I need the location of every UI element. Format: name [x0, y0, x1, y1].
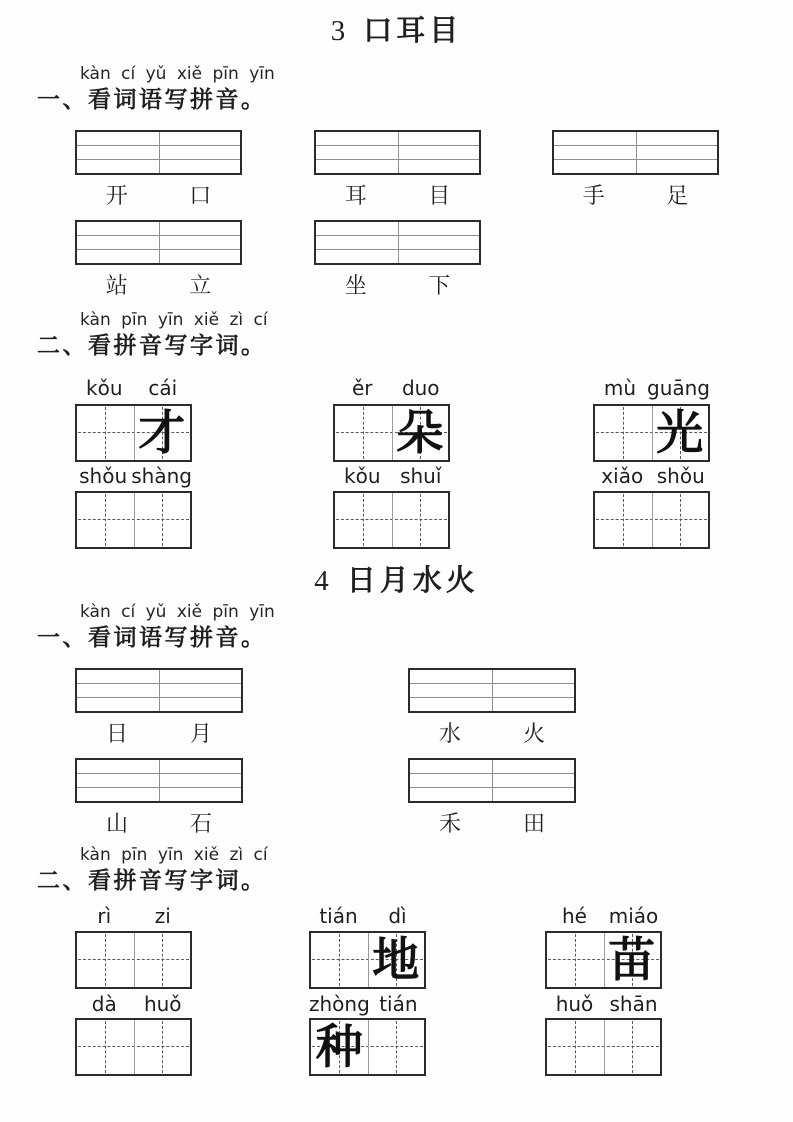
pinyin-label — [75, 993, 192, 1016]
pinyin-writing-box[interactable] — [75, 758, 243, 803]
word-char: 立 — [189, 273, 212, 298]
answer-character: 朵 — [396, 405, 444, 461]
dashed-guide-line — [105, 407, 106, 459]
word-char: 口 — [189, 183, 212, 208]
dashed-guide-line — [105, 1021, 106, 1073]
pinyin-writing-box[interactable] — [314, 130, 481, 175]
dashed-guide-line — [105, 494, 106, 546]
answer-character: 地 — [372, 932, 420, 988]
pinyin-syllable: tián — [319, 904, 358, 928]
character-grid[interactable] — [545, 1018, 662, 1076]
word-char: 耳 — [344, 183, 367, 208]
pinyin-syllable: dà — [91, 992, 117, 1016]
word-char: 山 — [105, 811, 128, 836]
character-grid[interactable] — [75, 931, 192, 989]
pinyin-syllable: ěr — [351, 376, 373, 400]
pinyin-syllable: rì — [97, 904, 112, 928]
word-char: 火 — [522, 721, 545, 746]
dashed-guide-line — [575, 934, 576, 986]
word-char: 田 — [522, 811, 545, 836]
pinyin-syllable: zhòng — [309, 992, 370, 1016]
dashed-guide-line — [623, 407, 624, 459]
grid-line — [159, 132, 160, 173]
character-grid[interactable] — [75, 491, 192, 549]
pinyin-writing-box[interactable] — [408, 758, 576, 803]
pinyin-syllable: kǒu — [344, 464, 381, 488]
lesson-title-text: 口耳目 — [363, 15, 463, 47]
section-heading: 一、看词语写拼音。 — [37, 86, 267, 112]
word-char: 手 — [582, 183, 605, 208]
word-label — [75, 721, 243, 747]
dashed-guide-line — [632, 1021, 633, 1073]
dashed-guide-line — [420, 494, 421, 546]
word-char: 禾 — [438, 811, 461, 836]
grid-line — [159, 760, 160, 801]
answer-character: 光 — [656, 405, 704, 461]
pinyin-label — [545, 905, 663, 928]
pinyin-syllable: xiǎo — [601, 464, 644, 488]
grid-line — [636, 132, 637, 173]
pinyin-syllable: huǒ — [143, 992, 182, 1016]
pinyin-hint: kàn pīn yīn xiě zì cí — [80, 845, 268, 865]
word-label — [408, 721, 576, 747]
pinyin-syllable: tián — [379, 992, 418, 1016]
pinyin-syllable: shǒu — [79, 464, 128, 488]
pinyin-label — [309, 993, 427, 1016]
word-char: 足 — [666, 183, 689, 208]
dashed-guide-line — [162, 934, 163, 986]
pinyin-syllable: cái — [148, 376, 178, 400]
dashed-guide-line — [623, 494, 624, 546]
grid-line — [398, 222, 399, 263]
pinyin-syllable: shuǐ — [400, 464, 442, 488]
grid-line — [159, 670, 160, 711]
character-grid[interactable] — [545, 931, 662, 989]
pinyin-writing-box[interactable] — [552, 130, 719, 175]
section-heading: 二、看拼音写字词。 — [37, 867, 267, 893]
pinyin-syllable: shàng — [131, 464, 192, 488]
character-grid[interactable] — [75, 1018, 192, 1076]
dashed-guide-line — [363, 494, 364, 546]
grid-line — [492, 760, 493, 801]
pinyin-hint: kàn cí yǔ xiě pīn yīn — [80, 64, 275, 84]
word-char: 水 — [438, 721, 461, 746]
dashed-guide-line — [105, 934, 106, 986]
word-char: 日 — [105, 721, 128, 746]
dashed-guide-line — [680, 494, 681, 546]
word-char: 坐 — [344, 273, 367, 298]
section-heading: 二、看拼音写字词。 — [37, 332, 267, 358]
dashed-guide-line — [396, 1021, 397, 1073]
pinyin-syllable: shān — [609, 992, 658, 1016]
grid-line — [159, 222, 160, 263]
word-char: 下 — [428, 273, 451, 298]
pinyin-syllable: mù — [603, 376, 637, 400]
pinyin-label — [75, 377, 192, 400]
pinyin-writing-box[interactable] — [314, 220, 481, 265]
character-grid[interactable] — [333, 491, 450, 549]
pinyin-hint: kàn pīn yīn xiě zì cí — [80, 310, 268, 330]
pinyin-writing-box[interactable] — [75, 668, 243, 713]
character-grid[interactable] — [75, 404, 192, 462]
character-grid[interactable] — [593, 491, 710, 549]
character-grid[interactable] — [309, 1018, 426, 1076]
pinyin-label — [593, 377, 710, 400]
pinyin-writing-box[interactable] — [75, 130, 242, 175]
pinyin-hint: kàn cí yǔ xiě pīn yīn — [80, 602, 275, 622]
pinyin-label — [545, 993, 663, 1016]
pinyin-label — [75, 905, 192, 928]
word-label — [314, 183, 481, 209]
word-char: 站 — [105, 273, 128, 298]
character-grid[interactable] — [309, 931, 426, 989]
lesson-number: 3 — [330, 15, 346, 47]
word-label — [314, 273, 481, 299]
word-char: 月 — [189, 721, 212, 746]
pinyin-label — [333, 465, 450, 488]
word-label — [75, 183, 242, 209]
character-grid[interactable] — [333, 404, 450, 462]
dashed-guide-line — [162, 494, 163, 546]
word-label — [75, 273, 242, 299]
pinyin-syllable: hé — [562, 904, 587, 928]
lesson-title-text: 日月水火 — [346, 565, 479, 597]
pinyin-label — [309, 905, 427, 928]
word-char: 石 — [189, 811, 212, 836]
pinyin-label — [333, 377, 450, 400]
word-char: 目 — [428, 183, 451, 208]
pinyin-syllable: shǒu — [656, 464, 705, 488]
pinyin-syllable: guāng — [647, 376, 710, 400]
dashed-guide-line — [575, 1021, 576, 1073]
grid-line — [398, 132, 399, 173]
pinyin-label — [593, 465, 710, 488]
word-label — [552, 183, 719, 209]
word-label — [75, 811, 243, 837]
dashed-guide-line — [162, 1021, 163, 1073]
pinyin-syllable: duo — [401, 376, 440, 400]
character-grid[interactable] — [593, 404, 710, 462]
lesson-title — [0, 14, 793, 48]
pinyin-label — [75, 465, 192, 488]
answer-character: 种 — [315, 1019, 363, 1075]
pinyin-syllable: zi — [154, 904, 171, 928]
pinyin-writing-box[interactable] — [408, 668, 576, 713]
lesson-number: 4 — [314, 565, 329, 597]
grid-line — [492, 670, 493, 711]
word-label — [408, 811, 576, 837]
pinyin-syllable: huǒ — [555, 992, 594, 1016]
word-char: 开 — [105, 183, 128, 208]
lesson-title — [0, 564, 793, 598]
section-heading: 一、看词语写拼音。 — [37, 624, 267, 650]
dashed-guide-line — [339, 934, 340, 986]
answer-character: 苗 — [608, 932, 656, 988]
pinyin-syllable: dì — [388, 904, 407, 928]
pinyin-syllable: kǒu — [86, 376, 123, 400]
dashed-guide-line — [363, 407, 364, 459]
pinyin-writing-box[interactable] — [75, 220, 242, 265]
answer-character: 才 — [138, 405, 186, 461]
pinyin-syllable: miáo — [608, 904, 659, 928]
